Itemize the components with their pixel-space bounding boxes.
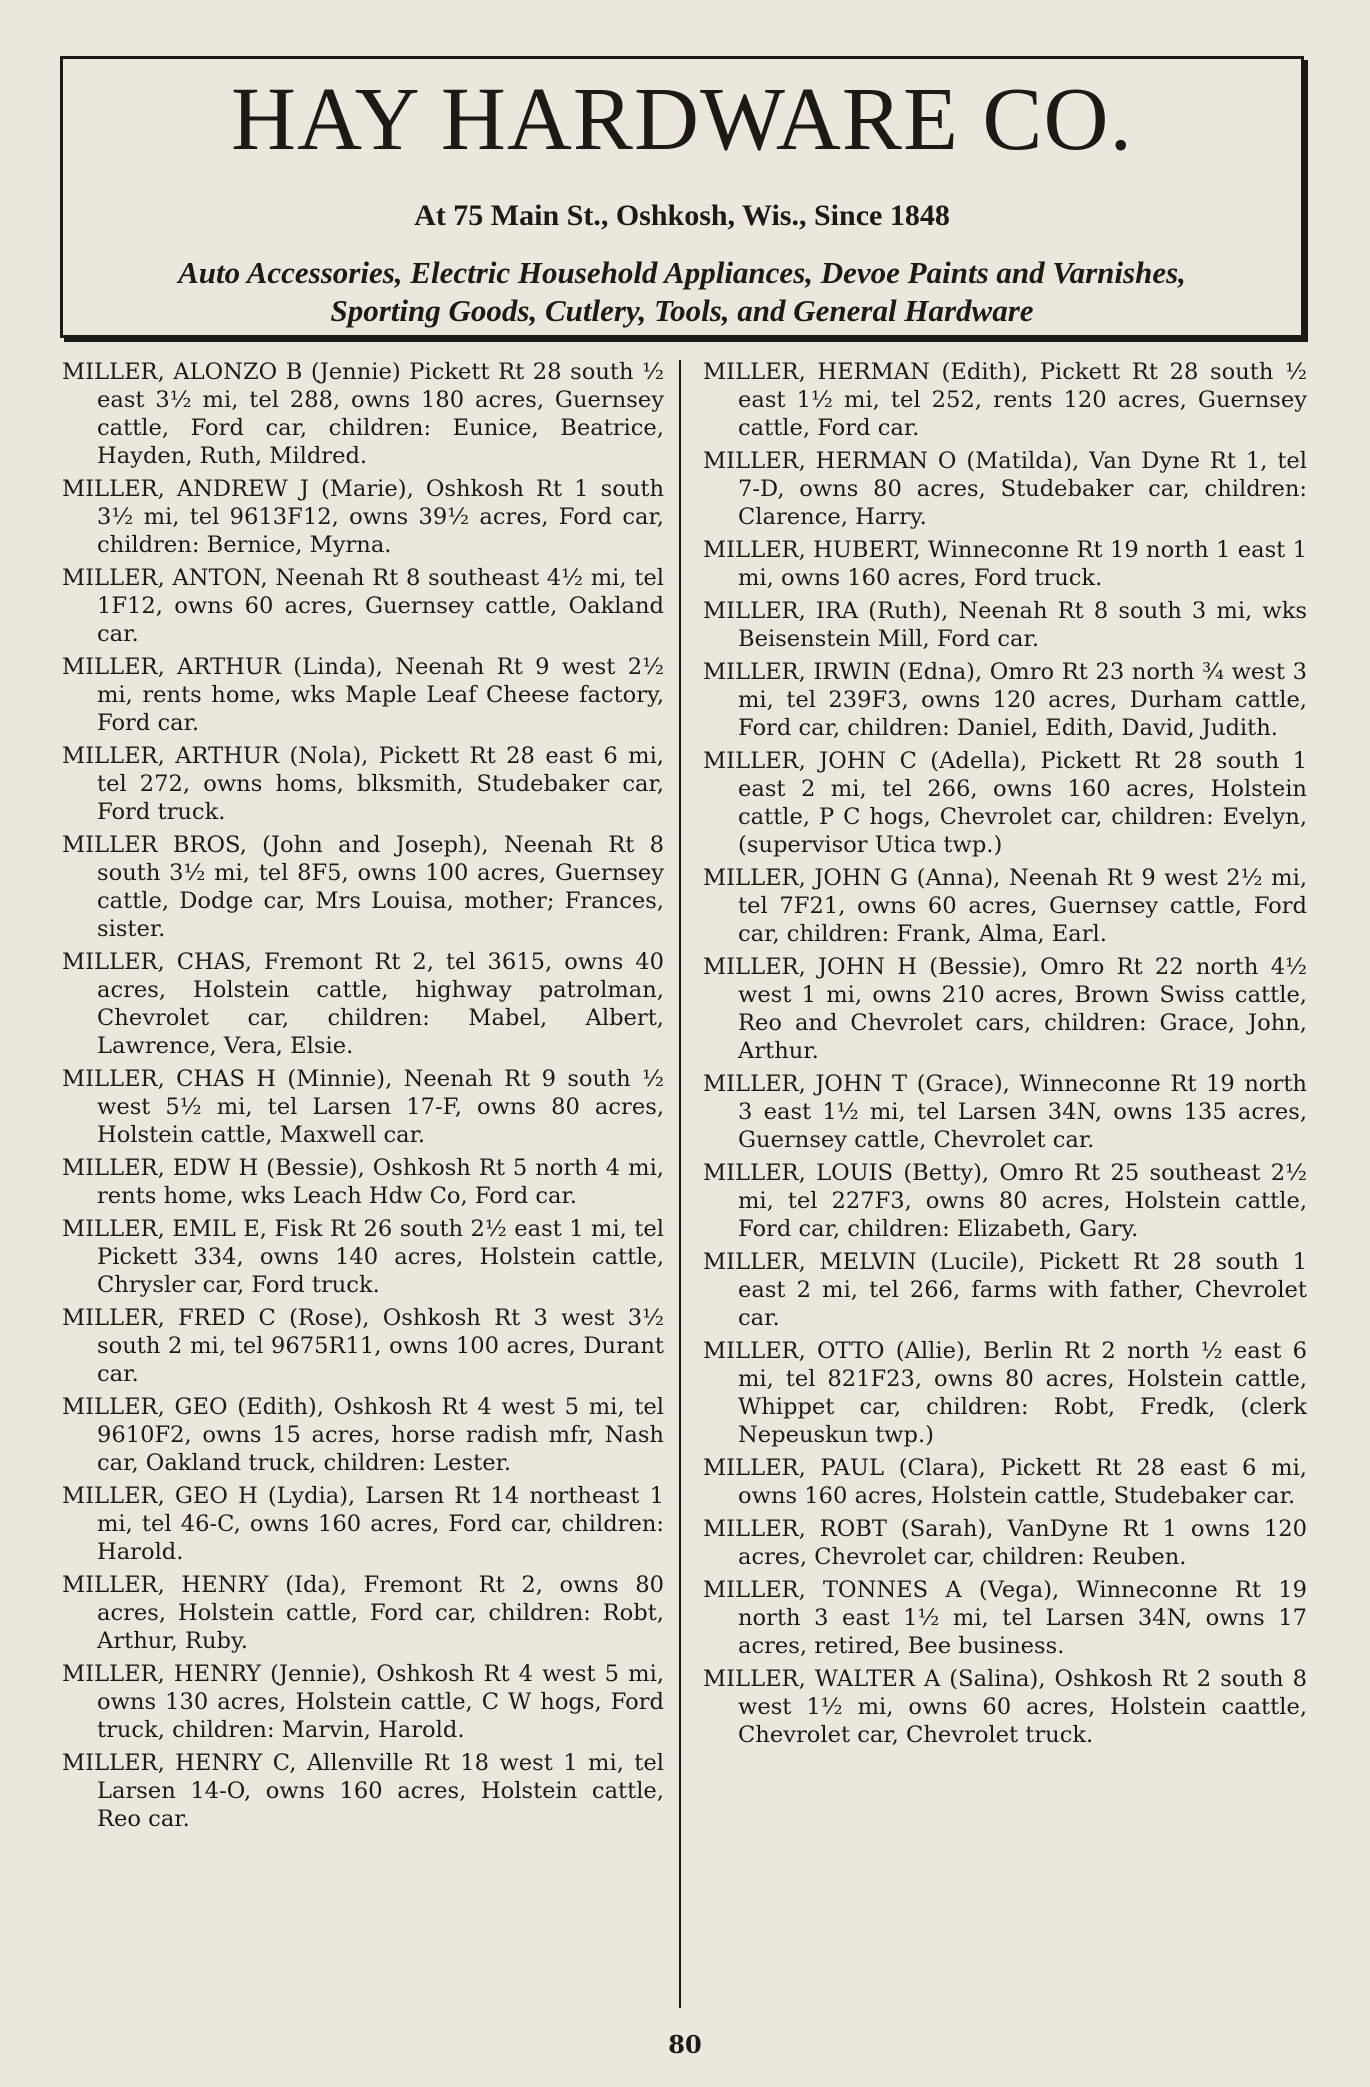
ad-products-line-1: Auto Accessories, Electric Household Appliances, Devoe Paints and Varnishes, [178,255,1186,290]
directory-entry: MILLER BROS, (John and Joseph), Neenah Rt 8 south 3½ mi, tel 8F5, owns 100 acres, Guernsey cattle, Dodge car, Mrs Louisa, mother; Frances, sister. [62,832,664,942]
directory-entry: MILLER, ANTON, Neenah Rt 8 southeast 4½ mi, tel 1F12, owns 60 acres, Guernsey cattle, Oakland car. [62,565,664,647]
directory-entry: MILLER, ANDREW J (Marie), Oshkosh Rt 1 south 3½ mi, tel 9613F12, owns 39½ acres, Ford car, children: Bernice, Myrna. [62,476,664,558]
directory-entry: MILLER, HENRY (Ida), Fremont Rt 2, owns 80 acres, Holstein cattle, Ford car, children: Robt, Arthur, Ruby. [62,1572,664,1654]
directory-entry: MILLER, HUBERT, Winneconne Rt 19 north 1 east 1 mi, owns 160 acres, Ford truck. [703,537,1307,591]
directory-entry: MILLER, CHAS, Fremont Rt 2, tel 3615, owns 40 acres, Holstein cattle, highway patrolman, Chevrolet car, children: Mabel, Albert, Lawrence, Vera, Elsie. [62,949,664,1059]
directory-entry: MILLER, ARTHUR (Nola), Pickett Rt 28 east 6 mi, tel 272, owns homs, blksmith, Studebaker car, Ford truck. [62,743,664,825]
directory-entry: MILLER, GEO H (Lydia), Larsen Rt 14 northeast 1 mi, tel 46-C, owns 160 acres, Ford car, children: Harold. [62,1483,664,1565]
directory-entry: MILLER, ALONZO B (Jennie) Pickett Rt 28 south ½ east 3½ mi, tel 288, owns 180 acres, Guernsey cattle, Ford car, children: Eunice, Beatrice, Hayden, Ruth, Mildred. [62,359,664,469]
ad-products-line-2: Sporting Goods, Cutlery, Tools, and General Hardware [330,293,1034,328]
directory-column-left [62,358,664,1838]
directory-entry: MILLER, HERMAN O (Matilda), Van Dyne Rt 1, tel 7-D, owns 80 acres, Studebaker car, children: Clarence, Harry. [703,448,1307,530]
hardware-advertisement [60,56,1304,338]
directory-entry: MILLER, IRA (Ruth), Neenah Rt 8 south 3 mi, wks Beisenstein Mill, Ford car. [703,598,1307,652]
directory-entry: MILLER, JOHN T (Grace), Winneconne Rt 19 north 3 east 1½ mi, tel Larsen 34N, owns 135 acres, Guernsey cattle, Chevrolet car. [703,1071,1307,1153]
directory-entry: MILLER, TONNES A (Vega), Winneconne Rt 19 north 3 east 1½ mi, tel Larsen 34N, owns 17 acres, retired, Bee business. [703,1577,1307,1659]
directory-entry: MILLER, HENRY C, Allenville Rt 18 west 1 mi, tel Larsen 14-O, owns 160 acres, Holstein cattle, Reo car. [62,1750,664,1832]
directory-entry: MILLER, IRWIN (Edna), Omro Rt 23 north ¾ west 3 mi, tel 239F3, owns 120 acres, Durham cattle, Ford car, children: Daniel, Edith, David, Judith. [703,659,1307,741]
directory-entry: MILLER, MELVIN (Lucile), Pickett Rt 28 south 1 east 2 mi, tel 266, farms with father, Chevrolet car. [703,1249,1307,1331]
directory-entry: MILLER, HERMAN (Edith), Pickett Rt 28 south ½ east 1½ mi, tel 252, rents 120 acres, Guernsey cattle, Ford car. [703,359,1307,441]
directory-entry: MILLER, HENRY (Jennie), Oshkosh Rt 4 west 5 mi, owns 130 acres, Holstein cattle, C W hogs, Ford truck, children: Marvin, Harold. [62,1661,664,1743]
ad-subtitle: At 75 Main St., Oshkosh, Wis., Since 1848 [414,199,950,232]
directory-entry: MILLER, EDW H (Bessie), Oshkosh Rt 5 north 4 mi, rents home, wks Leach Hdw Co, Ford car. [62,1155,664,1209]
page-number: 80 [668,2030,702,2059]
directory-entry: MILLER, JOHN H (Bessie), Omro Rt 22 north 4½ west 1 mi, owns 210 acres, Brown Swiss cattle, Reo and Chevrolet cars, children: Grace, John, Arthur. [703,954,1307,1064]
column-divider [679,360,681,2008]
directory-entry: MILLER, EMIL E, Fisk Rt 26 south 2½ east 1 mi, tel Pickett 334, owns 140 acres, Holstein cattle, Chrysler car, Ford truck. [62,1216,664,1298]
directory-entry: MILLER, JOHN G (Anna), Neenah Rt 9 west 2½ mi, tel 7F21, owns 60 acres, Guernsey cattle, Ford car, children: Frank, Alma, Earl. [703,865,1307,947]
directory-entry: MILLER, ROBT (Sarah), VanDyne Rt 1 owns 120 acres, Chevrolet car, children: Reuben. [703,1516,1307,1570]
directory-entry: MILLER, PAUL (Clara), Pickett Rt 28 east 6 mi, owns 160 acres, Holstein cattle, Studebaker car. [703,1455,1307,1509]
directory-column-right [703,358,1307,1754]
directory-entry: MILLER, OTTO (Allie), Berlin Rt 2 north ½ east 6 mi, tel 821F23, owns 80 acres, Holstein cattle, Whippet car, children: Robt, Fredk, (clerk Nepeuskun twp.) [703,1338,1307,1448]
directory-entry: MILLER, FRED C (Rose), Oshkosh Rt 3 west 3½ south 2 mi, tel 9675R11, owns 100 acres, Durant car. [62,1305,664,1387]
directory-entry: MILLER, CHAS H (Minnie), Neenah Rt 9 south ½ west 5½ mi, tel Larsen 17-F, owns 80 acres, Holstein cattle, Maxwell car. [62,1066,664,1148]
directory-entry: MILLER, JOHN C (Adella), Pickett Rt 28 south 1 east 2 mi, tel 266, owns 160 acres, Holstein cattle, P C hogs, Chevrolet car, children: Evelyn, (supervisor Utica twp.) [703,748,1307,858]
directory-entry: MILLER, LOUIS (Betty), Omro Rt 25 southeast 2½ mi, tel 227F3, owns 80 acres, Holstein cattle, Ford car, children: Elizabeth, Gary. [703,1160,1307,1242]
directory-entry: MILLER, GEO (Edith), Oshkosh Rt 4 west 5 mi, tel 9610F2, owns 15 acres, horse radish mfr, Nash car, Oakland truck, children: Lester. [62,1394,664,1476]
ad-title: HAY HARDWARE CO. [231,70,1133,169]
directory-entry: MILLER, ARTHUR (Linda), Neenah Rt 9 west 2½ mi, rents home, wks Maple Leaf Cheese factory, Ford car. [62,654,664,736]
directory-entry: MILLER, WALTER A (Salina), Oshkosh Rt 2 south 8 west 1½ mi, owns 60 acres, Holstein caattle, Chevrolet car, Chevrolet truck. [703,1666,1307,1748]
